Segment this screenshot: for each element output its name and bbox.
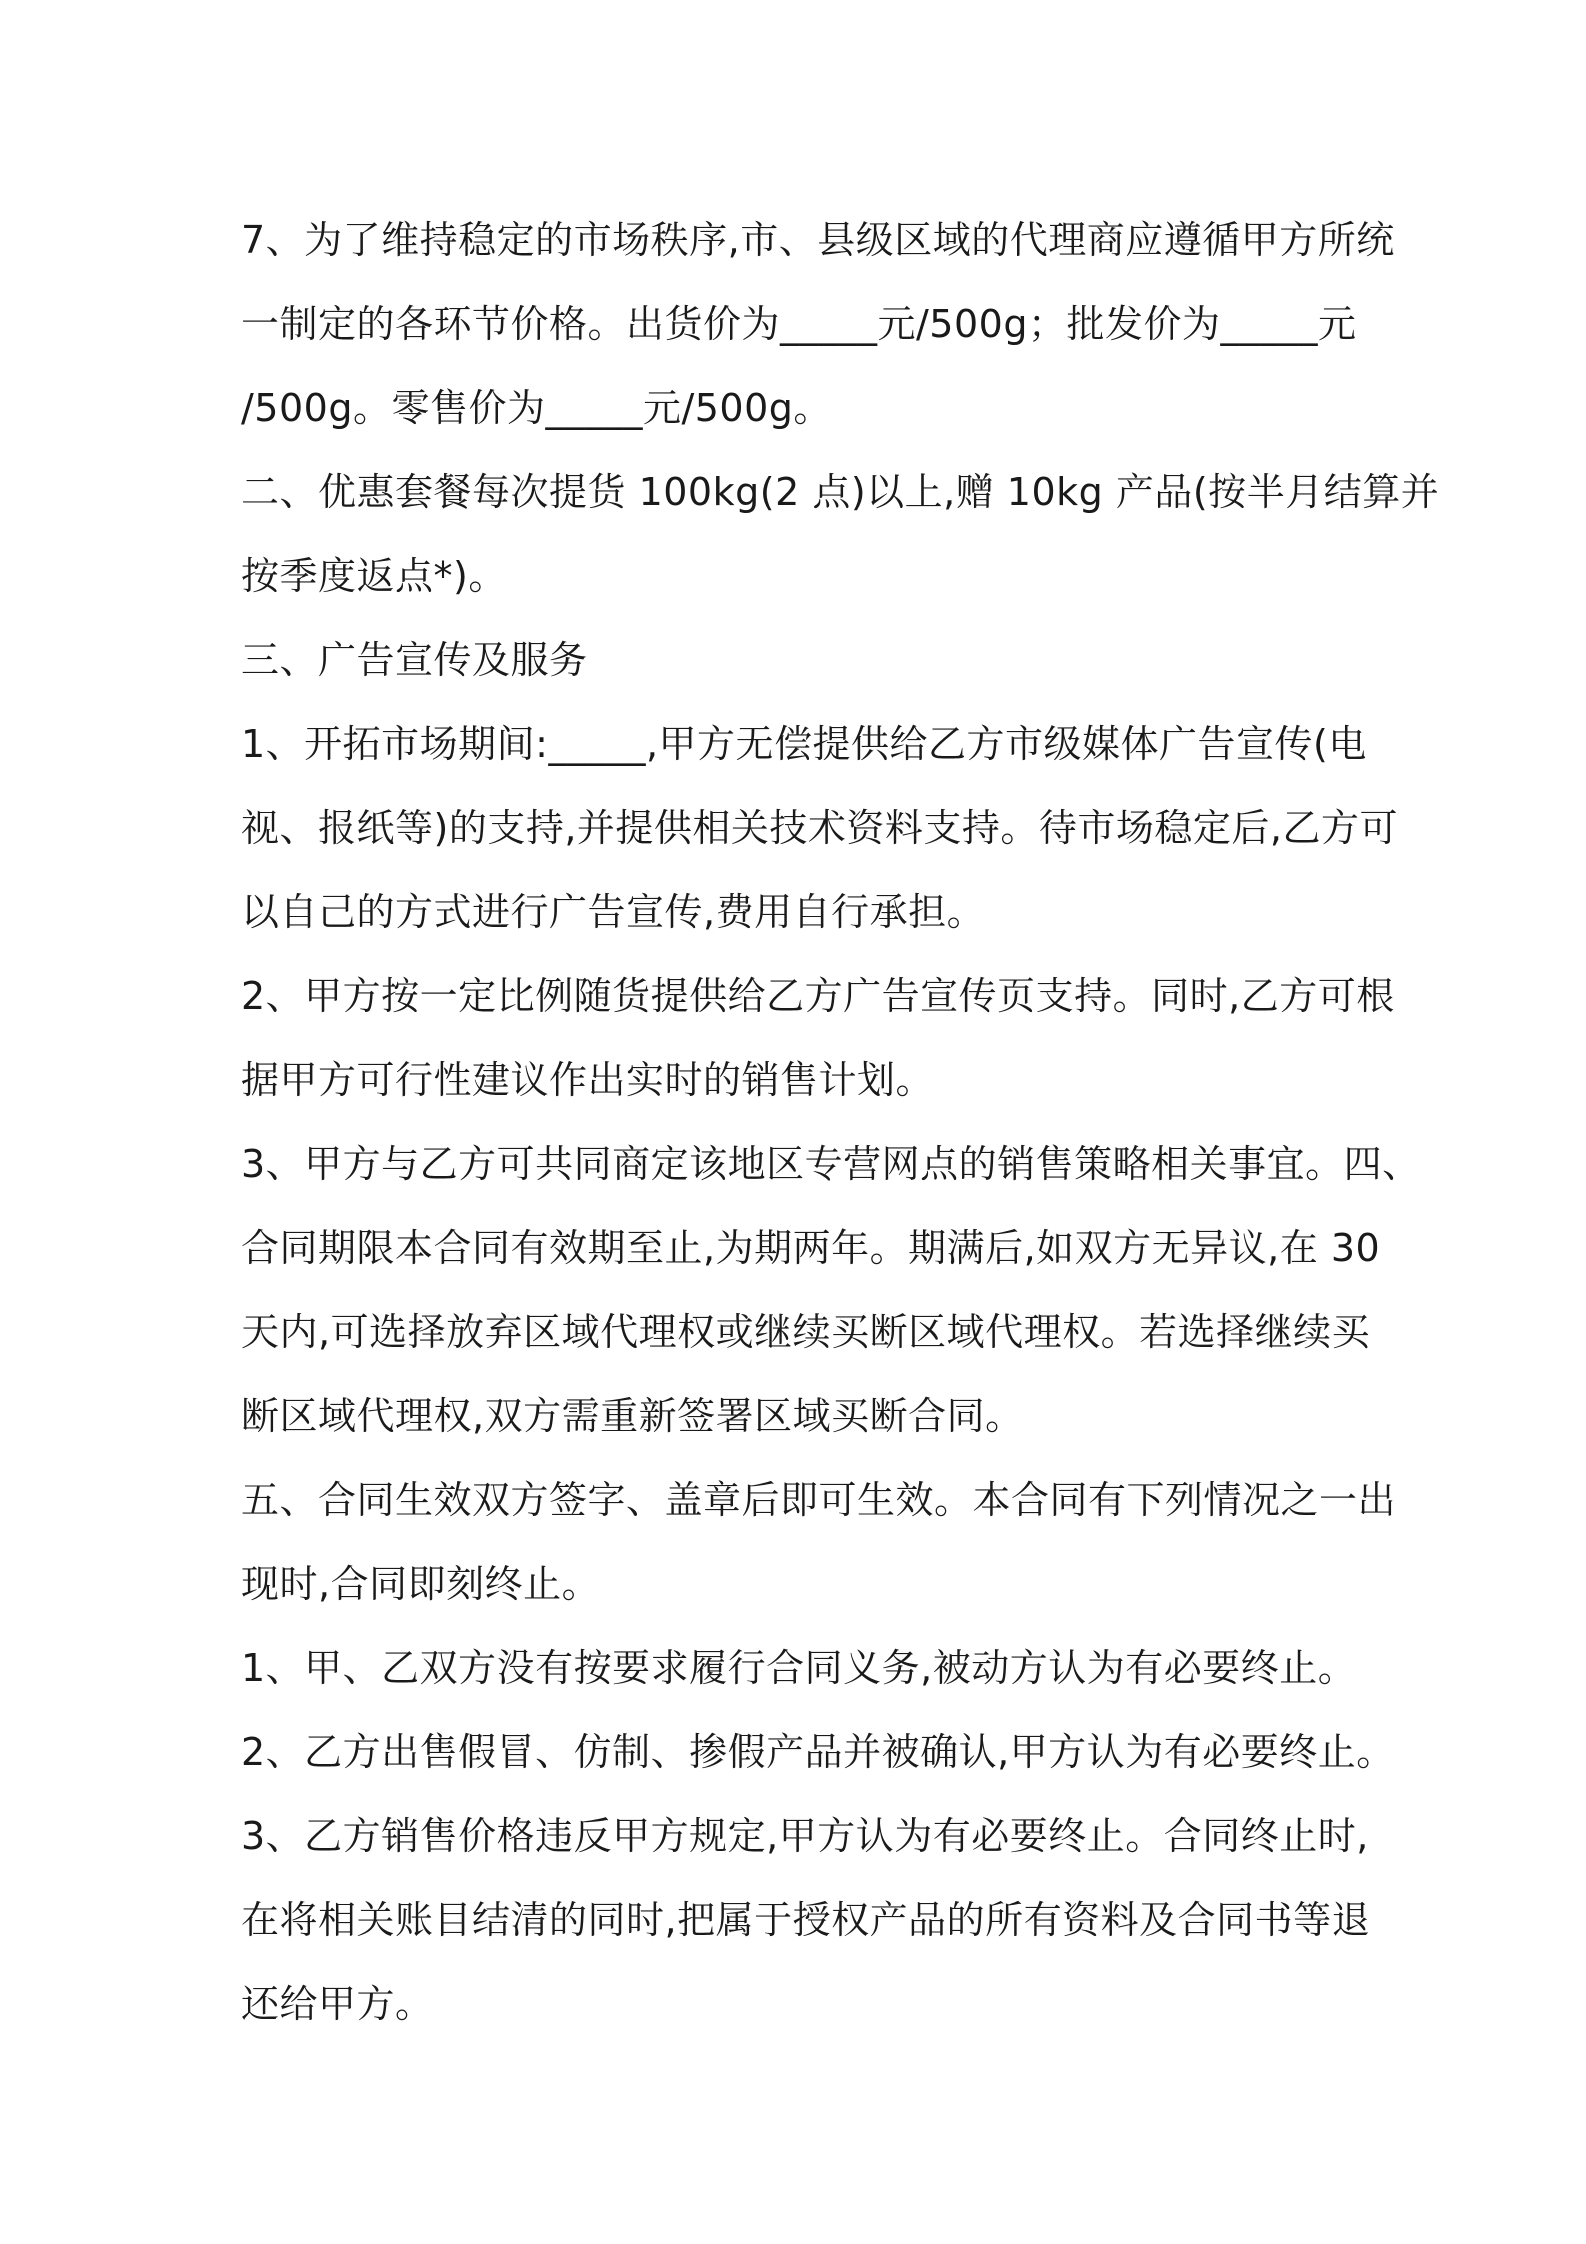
document-body [241,198,1440,2046]
text-line: 2、甲方按一定比例随货提供给乙方广告宣传页支持。同时,乙方可根 [241,974,1395,1018]
text-line: 1、开拓市场期间:_____,甲方无偿提供给乙方市级媒体广告宣传(电 [241,722,1367,766]
text-line: 断区域代理权,双方需重新签署区域买断合同。 [241,1394,1024,1438]
text-line: 二、优惠套餐每次提货 100kg(2 点)以上,赠 10kg 产品(按半月结算并 [241,470,1440,514]
section-heading: 三、广告宣传及服务 [241,638,588,682]
text-line: 视、报纸等)的支持,并提供相关技术资料支持。待市场稳定后,乙方可 [241,806,1398,850]
text-line: 以自己的方式进行广告宣传,费用自行承担。 [241,890,986,934]
text-line: 3、甲方与乙方可共同商定该地区专营网点的销售策略相关事宜。四、 [241,1142,1421,1186]
text-line: 2、乙方出售假冒、仿制、掺假产品并被确认,甲方认为有必要终止。 [241,1730,1395,1774]
text-line: 天内,可选择放弃区域代理权或继续买断区域代理权。若选择继续买 [241,1310,1371,1354]
text-line: 3、乙方销售价格违反甲方规定,甲方认为有必要终止。合同终止时, [241,1814,1369,1858]
text-line: 按季度返点*)。 [241,554,507,598]
text-line: 7、为了维持稳定的市场秩序,市、县级区域的代理商应遵循甲方所统 [241,218,1395,262]
text-line: 在将相关账目结清的同时,把属于授权产品的所有资料及合同书等退 [241,1898,1371,1942]
text-line: 五、合同生效双方签字、盖章后即可生效。本合同有下列情况之一出 [241,1478,1397,1522]
text-line: 还给甲方。 [241,1982,434,2026]
text-line: 据甲方可行性建议作出实时的销售计划。 [241,1058,935,1102]
text-line: 合同期限本合同有效期至止,为期两年。期满后,如双方无异议,在 30 [241,1226,1381,1270]
text-line: 一制定的各环节价格。出货价为_____元/500g；批发价为_____元 [241,302,1357,346]
text-line: /500g。零售价为_____元/500g。 [241,386,832,430]
text-line: 1、甲、乙双方没有按要求履行合同义务,被动方认为有必要终止。 [241,1646,1357,1690]
text-line: 现时,合同即刻终止。 [241,1562,601,1606]
